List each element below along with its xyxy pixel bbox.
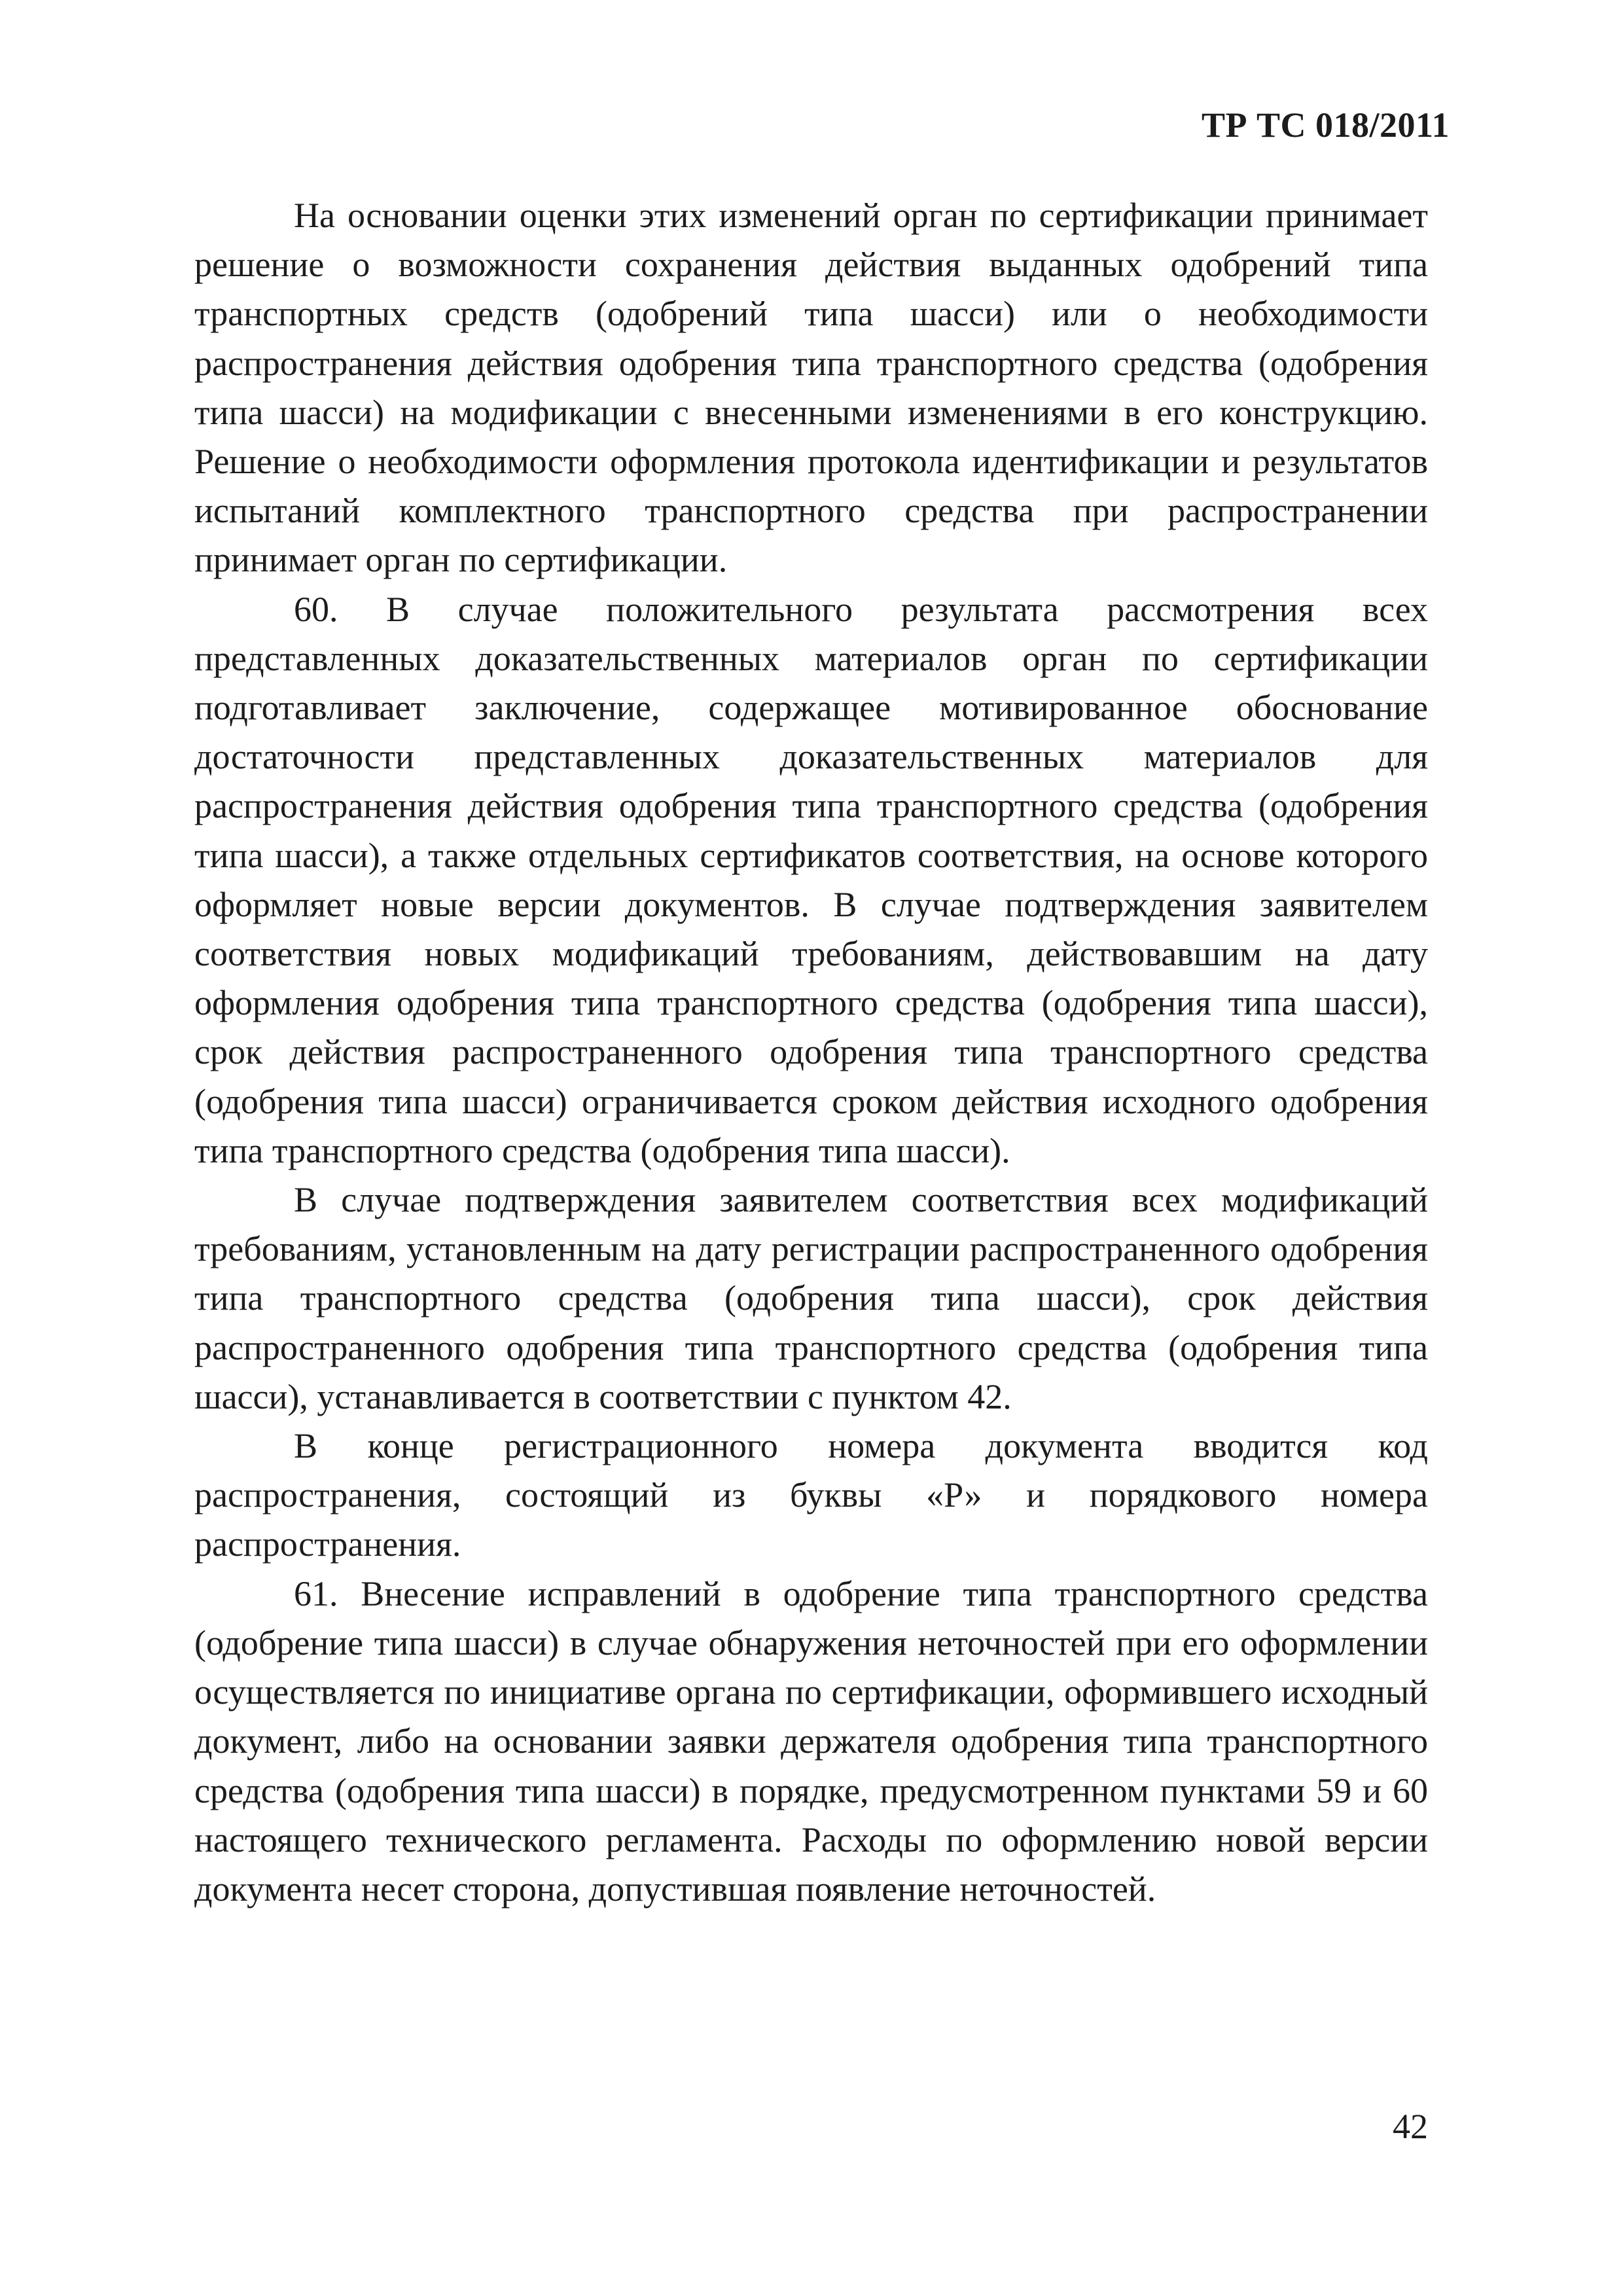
paragraph-item-61: 61. Внесение исправлений в одобрение типа транспортного средства (одобрение типа шасси) в случае обнаружения неточностей при его оформлении осуществляется по инициативе органа по сертификации, оформившего исходный документ, либо на основании заявки держателя одобрения типа транспортного средства (одобрения типа шасси) в порядке, предусмотренном пунктами 59 и 60 настоящего технического регламента. Расходы по оформлению новой версии документа несет сторона, допустившая появление неточностей. xyxy=(194,1573,1428,1909)
paragraph-validity-term: В случае подтверждения заявителем соответствия всех модификаций требованиям, установленным на дату регистрации распространенного одобрения типа транспортного средства (одобрения типа шасси), срок действия распространенного одобрения типа транспортного средства (одобрения типа шасси), устанавливается в соответствии с пунктом 42. xyxy=(194,1180,1428,1416)
paragraph-registration-code: В конце регистрационного номера документа вводится код распространения, состоящий из буквы «Р» и порядкового номера распространения. xyxy=(194,1426,1428,1564)
document-body xyxy=(194,191,1428,1914)
paragraph-modification-decision: На основании оценки этих изменений орган по сертификации принимает решение о возможности сохранения действия выданных одобрений типа транспортных средств (одобрений типа шасси) или о необходимости распространения действия одобрения типа транспортного средства (одобрения типа шасси) на модификации с внесенными изменениями в его конструкцию. Решение о необходимости оформления протокола идентификации и результатов испытаний комплектного транспортного средства при распространении принимает орган по сертификации. xyxy=(194,196,1428,580)
paragraph-item-60: 60. В случае положительного результата рассмотрения всех представленных доказательственных материалов орган по сертификации подготавливает заключение, содержащее мотивированное обоснование достаточности представленных доказательственных материалов для распространения действия одобрения типа транспортного средства (одобрения типа шасси), а также отдельных сертификатов соответствия, на основе которого оформляет новые версии документов. В случае подтверждения заявителем соответствия новых модификаций требованиям, действовавшим на дату оформления одобрения типа транспортного средства (одобрения типа шасси), срок действия распространенного одобрения типа транспортного средства (одобрения типа шасси) ограничивается сроком действия исходного одобрения типа транспортного средства (одобрения типа шасси). xyxy=(194,589,1428,1170)
document-code-header: ТР ТС 018/2011 xyxy=(1201,105,1450,145)
page-number: 42 xyxy=(1393,2107,1428,2146)
